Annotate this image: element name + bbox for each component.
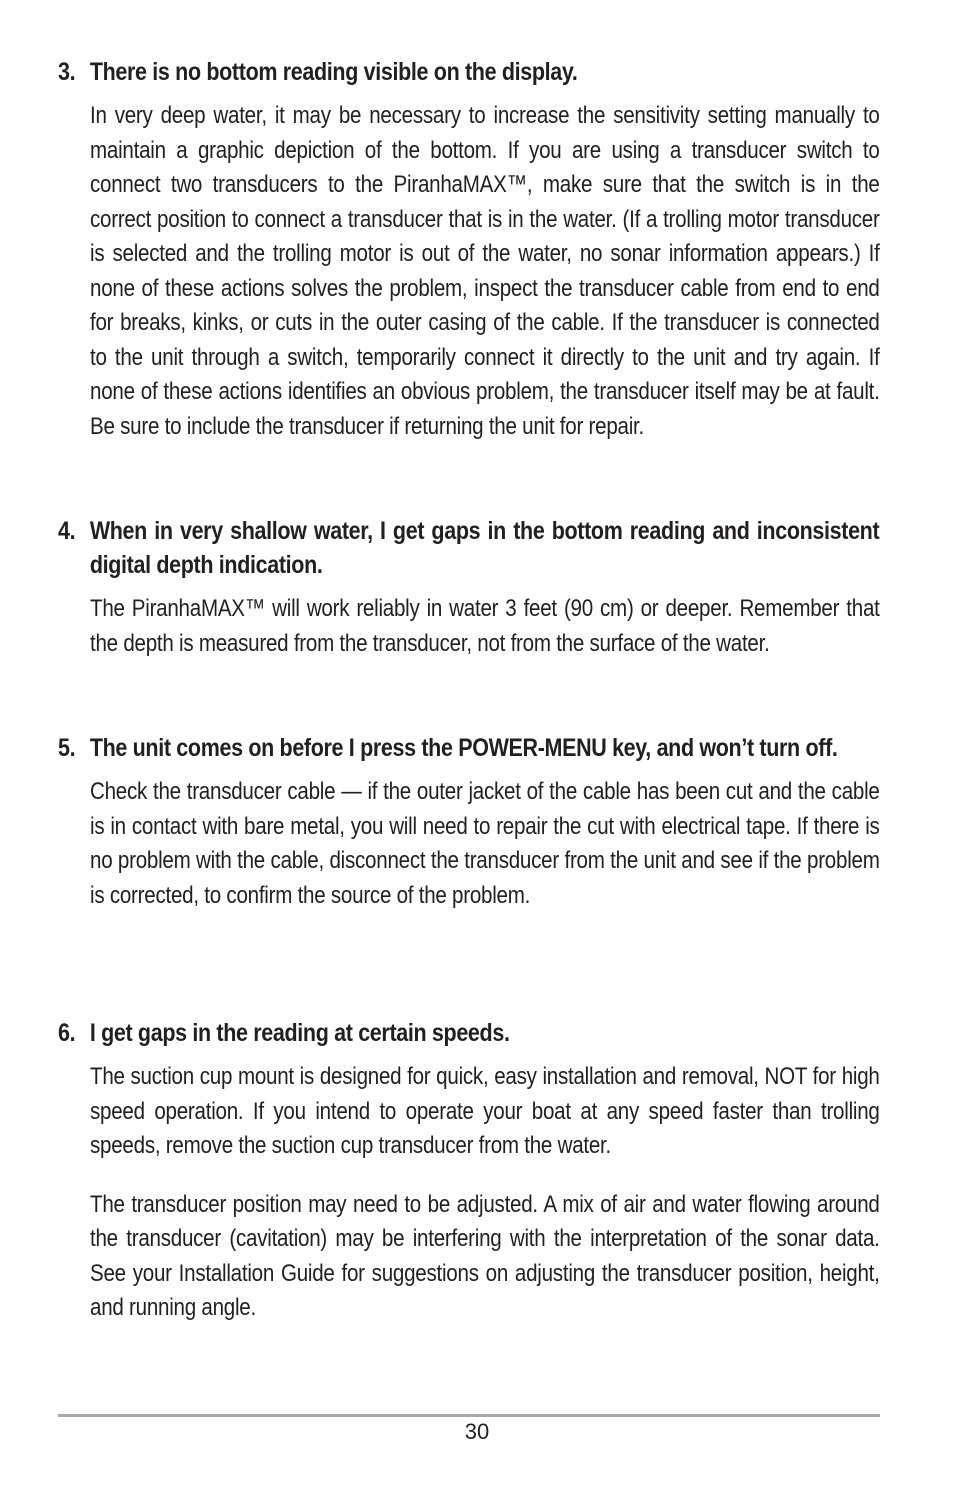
troubleshooting-item-6 <box>58 1016 880 1326</box>
page-number: 30 <box>464 1419 490 1444</box>
footer-divider <box>58 1414 880 1417</box>
item-heading <box>58 1016 879 1050</box>
item-paragraph: In very deep water, it may be necessary to increase the sensitivity setting manually to maintain a graphic depiction of the bottom. If you are using a transducer switch to connect two transducers to the PiranhaMAX™, make sure that the switch is in the correct position to connect a transducer that is in the water. (If a trolling motor transducer is selected and the trolling motor is out of the water, no sonar information appears.) If none of these actions solves the problem, inspect the transducer cable from end to end for breaks, kinks, or cuts in the outer casing of the cable. If the transducer is connected to the unit through a switch, temporarily connect it directly to the unit and try again. If none of these actions identifies an obvious problem, the transducer itself may be at fault. Be sure to include the transducer if returning the unit for repair. <box>90 102 880 440</box>
item-heading <box>58 731 879 765</box>
item-title: When in very shallow water, I get gaps in the bottom reading and inconsistent digital depth indication. <box>89 517 880 579</box>
item-heading <box>58 55 879 89</box>
item-number: 3. <box>58 58 76 86</box>
item-paragraph: The transducer position may need to be adjusted. A mix of air and water flowing around the transducer (cavitation) may be interfering with the interpretation of the sonar data. See your Installation Guide for suggestions on adjusting the transducer position, height, and running angle. <box>90 1190 880 1321</box>
item-title: The unit comes on before I press the POWER-MENU key, and won’t turn off. <box>89 734 838 762</box>
item-number: 4. <box>58 517 76 545</box>
item-paragraph: The suction cup mount is designed for quick, easy installation and removal, NOT for high speed operation. If you intend to operate your boat at any speed faster than trolling speeds, remove the suction cup transducer from the water. <box>90 1063 880 1159</box>
item-number: 5. <box>58 734 76 762</box>
troubleshooting-item-4 <box>58 514 880 661</box>
item-paragraph: The PiranhaMAX™ will work reliably in water 3 feet (90 cm) or deeper. Remember that the depth is measured from the transducer, not from the surface of the water. <box>90 595 880 657</box>
item-paragraph: Check the transducer cable — if the outer jacket of the cable has been cut and the cable is in contact with bare metal, you will need to repair the cut with electrical tape. If there is no problem with the cable, disconnect the transducer from the unit and see if the problem is corrected, to confirm the source of the problem. <box>90 778 880 909</box>
item-heading <box>58 514 879 582</box>
item-number: 6. <box>58 1019 76 1047</box>
troubleshooting-item-3 <box>58 55 880 444</box>
troubleshooting-item-5 <box>58 731 880 913</box>
item-title: I get gaps in the reading at certain speeds. <box>89 1019 510 1047</box>
item-title: There is no bottom reading visible on the display. <box>89 58 578 86</box>
